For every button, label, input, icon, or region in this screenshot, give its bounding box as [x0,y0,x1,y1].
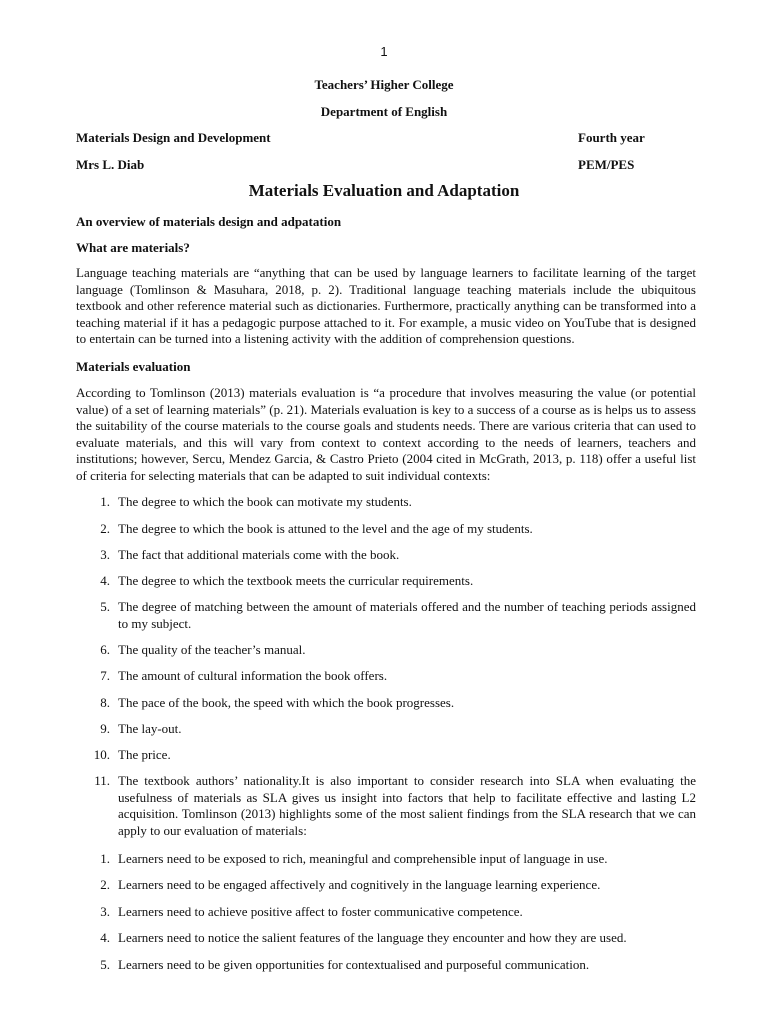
list-item [76,904,696,921]
list-item [76,573,696,590]
list-item-text: The lay-out. [118,721,182,736]
list-item [76,773,696,839]
list-item-text: The degree to which the book can motivate my students. [118,494,412,509]
list-item-text: The price. [118,747,171,762]
overview-heading: An overview of materials design and adpatation [76,214,342,229]
list-item-number: 1. [100,494,110,509]
list-item-text: Learners need to be given opportunities for contextualised and purposeful communication. [118,957,590,972]
list-item [76,642,696,659]
list-item-number: 11. [94,773,110,788]
list-item [76,599,696,632]
list-item-text: The textbook authors’ nationality.It is also important to consider research into SLA when evaluating the usefulness of materials as SLA gives us insight into factors that help to facilitate effective and lasting L2 acquisition. Tomlinson (2013) highlights some of the most salient findings from the SLA research that we can apply to our evaluation of materials: [118,773,696,838]
teacher-name: Mrs L. Diab [76,157,145,172]
list-item [76,957,696,974]
list-item-text: The degree of matching between the amount of materials offered and the number of teaching periods assigned to my subject. [118,599,696,631]
list-item-number: 2. [100,877,110,892]
list-item [76,877,696,894]
list-item-number: 5. [100,599,110,614]
list-item-text: The pace of the book, the speed with which the book progresses. [118,695,455,710]
list-item [76,930,696,947]
evaluation-body-paragraph: According to Tomlinson (2013) materials evaluation is “a procedure that involves measuring the value (or potential value) of a set of learning materials” (p. 21). Materials evaluation is key to a success of a course as is helps us to assess the suitability of the course materials to the course goals and students needs. There are various criteria that can used to evaluate materials, and this will vary from context to context according to the needs of learners, teachers and institutions; however, Sercu, Mendez Garcia, & Castro Prieto (2004 cited in McGrath, 2013, p. 118) offer a useful list of criteria for selecting materials that can be adapted to suit individual contexts: [76,385,696,483]
list-item-number: 8. [100,695,110,710]
list-item-text: Learners need to be exposed to rich, meaningful and comprehensible input of language in use. [118,851,608,866]
what-body-paragraph: Language teaching materials are “anything that can be used by language learners to facilitate learning of the target language (Tomlinson & Masuhara, 2018, p. 2). Traditional language teaching materials include the ubiquitous textbook and other reference material such as dictionaries. Furthermore, practically anything can be transformed into a teaching material if it has a pedagogic purpose attached to it. For example, a music video on YouTube that is designed to entertain can be turned into a listening activity with the addition of comprehension questions. [76,265,696,346]
list-item-number: 6. [100,642,110,657]
list-item [76,721,696,738]
course-row [76,130,648,146]
list-item-number: 9. [100,721,110,736]
course-year: Fourth year [578,130,645,145]
list-item-text: Learners need to be engaged affectively and cognitively in the language learning experience. [118,877,601,892]
list-item [76,547,696,564]
list-item [76,494,696,511]
list-item-text: The amount of cultural information the book offers. [118,668,388,683]
department-name: Department of English [320,104,448,119]
teacher-row [76,157,648,173]
list-item-number: 2. [100,521,110,536]
document-title: Materials Evaluation and Adaptation [248,181,520,200]
program-name: PEM/PES [578,157,635,172]
list-item [76,521,696,538]
list-item-text: The degree to which the textbook meets the curricular requirements. [118,573,474,588]
course-name: Materials Design and Development [76,130,271,145]
list-item [76,851,696,868]
college-name: Teachers’ Higher College [314,77,454,92]
list-item-number: 3. [100,547,110,562]
list-item-number: 5. [100,957,110,972]
page-number: 1 [380,44,388,59]
list-item-text: Learners need to achieve positive affect to foster communicative competence. [118,904,523,919]
list-item [76,747,696,764]
list-item-number: 10. [93,747,110,762]
list-item-number: 1. [100,851,110,866]
what-heading: What are materials? [76,240,190,255]
list-item-number: 7. [100,668,110,683]
list-item-number: 4. [100,930,110,945]
list-item-text: The degree to which the book is attuned to the level and the age of my students. [118,521,533,536]
list-item [76,668,696,685]
list-item-text: The quality of the teacher’s manual. [118,642,306,657]
list-item-text: The fact that additional materials come with the book. [118,547,400,562]
list-item-number: 3. [100,904,110,919]
list-item-text: Learners need to notice the salient features of the language they encounter and how they are used. [118,930,627,945]
evaluation-heading: Materials evaluation [76,359,191,374]
list-item-number: 4. [100,573,110,588]
list-item [76,695,696,712]
